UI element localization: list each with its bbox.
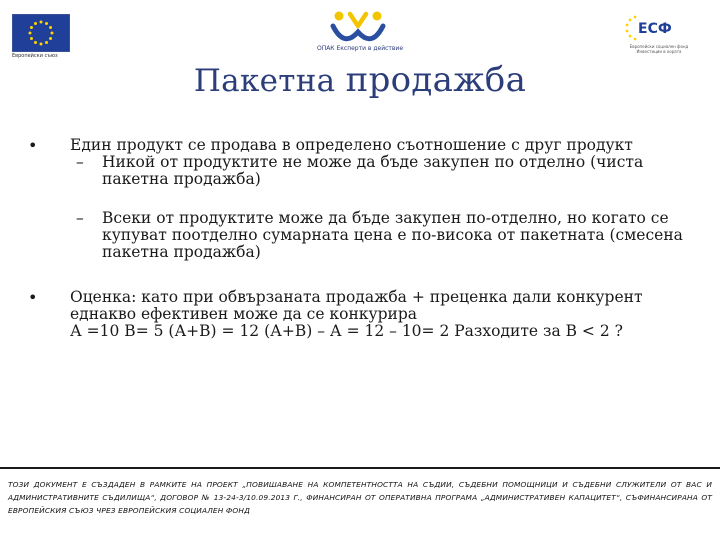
bullet-2-text: Оценка: като при обвързаната продажба + преценка дали конкурент еднакво ефективен може да се конкурира <box>70 288 643 323</box>
eu-star-icon <box>45 22 48 25</box>
title-part1: Пакетна <box>193 63 346 99</box>
eu-star-icon <box>49 26 52 29</box>
eu-star-icon <box>45 41 48 44</box>
esf-logo-text: ЕСФ <box>638 21 672 37</box>
bullet-dot: • <box>28 288 38 307</box>
eu-flag-logo <box>12 14 70 52</box>
eu-star-icon <box>49 37 52 40</box>
slide-content <box>28 137 698 340</box>
eu-caption: Европейски съюз <box>12 53 58 59</box>
eu-star-icon <box>40 21 43 24</box>
esf-caption: Европейски социален фонд Инвестиции в хората <box>629 44 689 54</box>
slide-title <box>0 60 720 100</box>
opak-logo <box>330 6 386 46</box>
esf-logo <box>624 14 682 44</box>
footer-divider <box>0 467 720 469</box>
eu-star-icon <box>30 26 33 29</box>
bullet-dot: • <box>28 136 38 155</box>
eu-star-icon <box>29 32 32 35</box>
bullet-1 <box>28 137 698 154</box>
dash-marker: – <box>76 153 84 171</box>
sub-bullet-1-text: Никой от продуктите не може да бъде закупен по отделно (чиста пакетна продажба) <box>102 153 644 188</box>
opak-caption: ОПАК Експерти в действие <box>316 45 404 52</box>
eu-star-icon <box>34 41 37 44</box>
bullet-2-formula: А =10 В= 5 (А+В) = 12 (А+В) – А = 12 – 10= 2 Разходите за В < 2 ? <box>70 322 623 340</box>
sub-bullet-2-text: Всеки от продуктите може да бъде закупен по-отделно, но когато се купуват поотделно сумарната цена е по-висока от пакетната (смесена пакетна продажба) <box>102 209 683 261</box>
sub-bullet-1 <box>28 154 698 188</box>
eu-star-icon <box>40 43 43 46</box>
eu-star-icon <box>51 32 54 35</box>
eu-star-icon <box>30 37 33 40</box>
title-part2: продажба <box>345 60 527 100</box>
eu-star-icon <box>34 22 37 25</box>
bullet-1-text: Един продукт се продава в определено съотношение с друг продукт <box>70 136 633 154</box>
dash-marker: – <box>76 209 84 227</box>
bullet-2 <box>28 289 698 340</box>
sub-bullet-2 <box>28 210 698 261</box>
footer-disclaimer: ТОЗИ ДОКУМЕНТ Е СЪЗДАДЕН В РАМКИТЕ НА ПРОЕКТ „ПОВИШАВАНЕ НА КОМПЕТЕНТНОСТТА НА СЪДИИ, СЪДЕБНИ ПОМОЩНИЦИ И СЪДЕБНИ СЛУЖИТЕЛИ ОТ ВАС И АДМИНИСТРАТИВНИТЕ СЪДИЛИЩА“, ДОГОВОР № 13-24-3/10.09.2013 Г., ФИНАНСИРАН ОТ ОПЕРАТИВНА ПРОГРАМА „АДМИНИСТРАТИВЕН КАПАЦИТЕТ“, СЪФИНАНСИРАНА ОТ ЕВРОПЕЙСКИЯ СЪЮЗ ЧРЕЗ ЕВРОПЕЙСКИЯ СОЦИАЛЕН ФОНД <box>8 480 712 515</box>
